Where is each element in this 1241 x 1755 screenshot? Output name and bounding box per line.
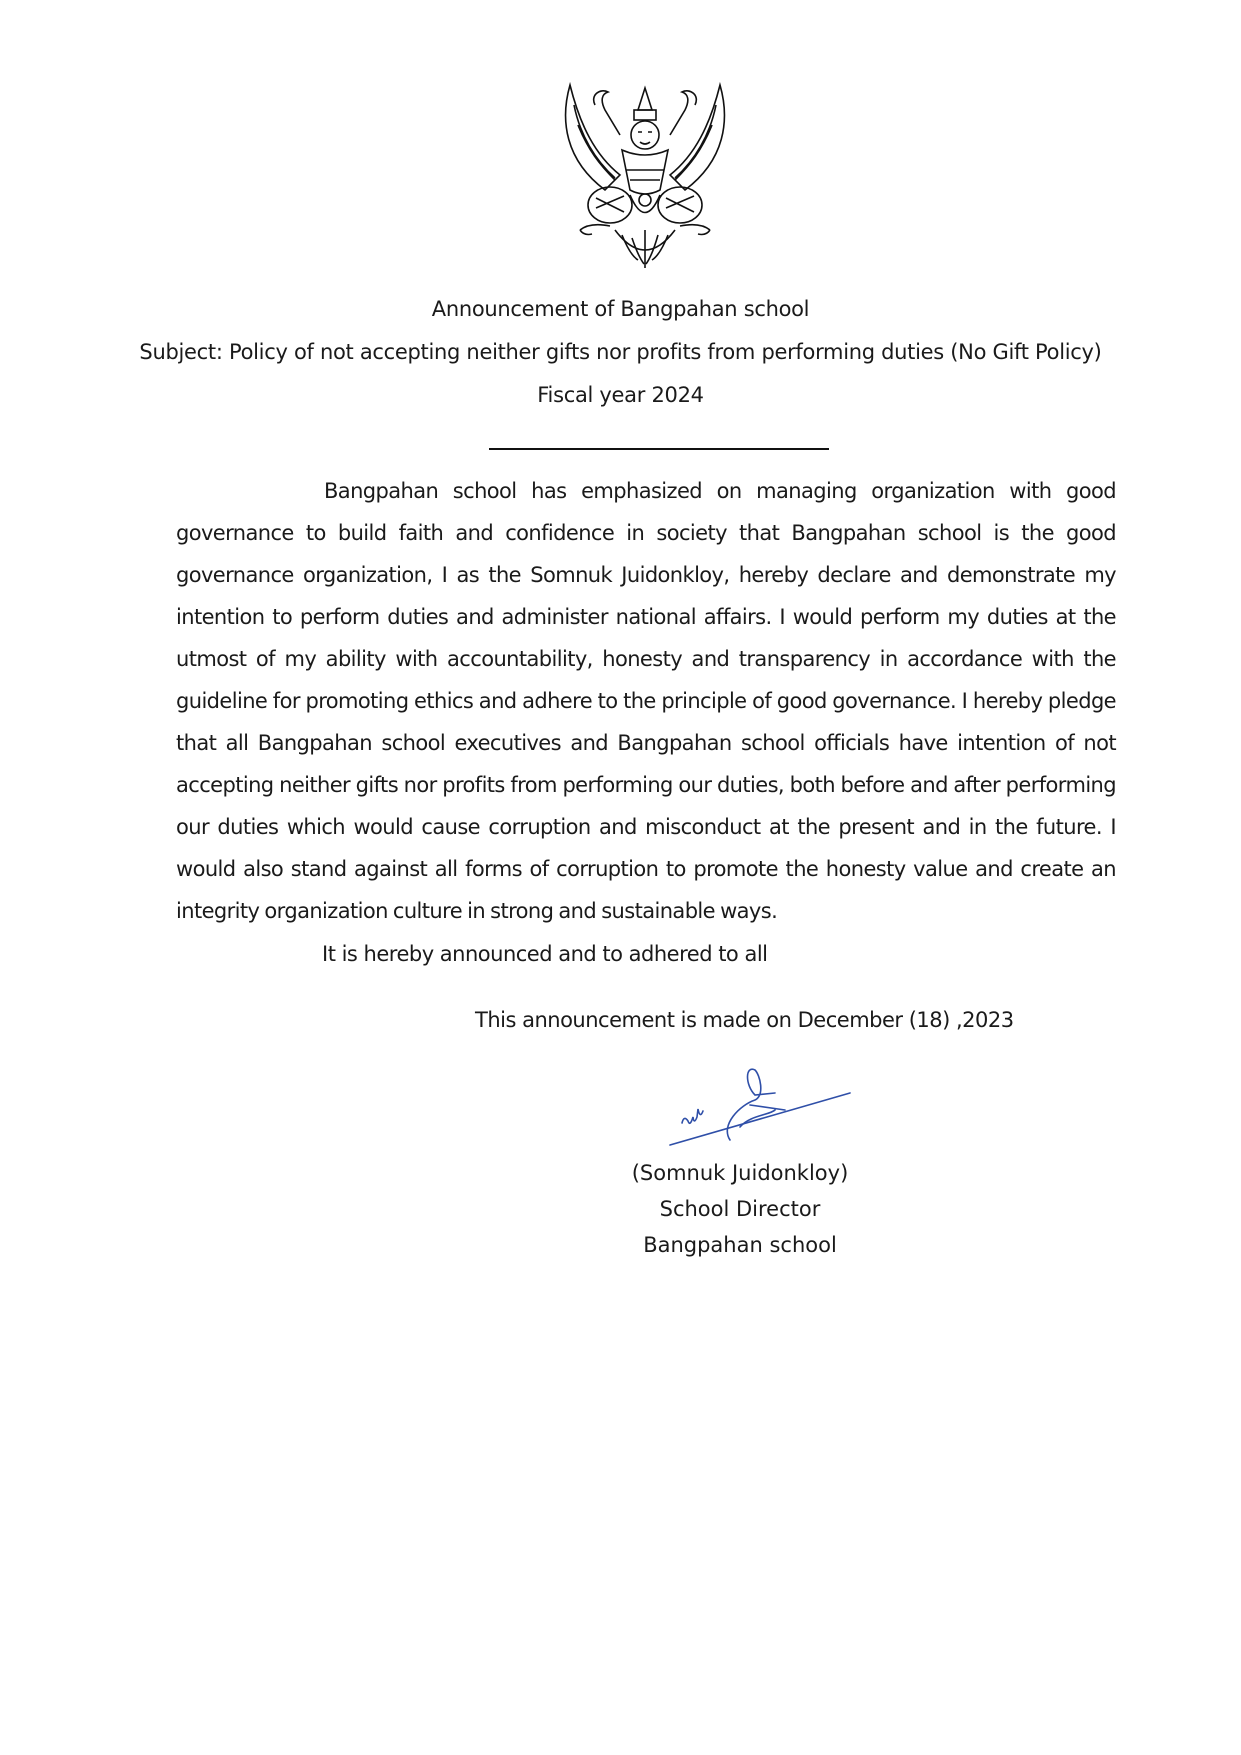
body-line: utmost of my ability with accountability, honesty and transparency in accordance with the [176, 647, 1116, 671]
announcement-body [176, 470, 1116, 932]
closing-statement: It is hereby announced and to adhered to all [322, 942, 768, 966]
announcement-date: This announcement is made on December (18) ,2023 [475, 1008, 1014, 1032]
signature-icon [660, 1065, 860, 1155]
body-line: our duties which would cause corruption and misconduct at the present and in the future. I [176, 815, 1116, 839]
body-line: integrity organization culture in strong and sustainable ways. [176, 899, 778, 923]
fiscal-year: Fiscal year 2024 [537, 383, 704, 407]
signatory-name: (Somnuk Juidonkloy) [631, 1161, 849, 1185]
signatory-position: School Director [659, 1197, 821, 1221]
body-line: governance to build faith and confidence in society that Bangpahan school is the good [176, 521, 1116, 545]
document-subject: Subject: Policy of not accepting neither gifts nor profits from performing duties (No Gift Policy) [139, 340, 1102, 364]
signatory-organization: Bangpahan school [643, 1233, 837, 1257]
body-line: guideline for promoting ethics and adhere to the principle of good governance. I hereby pledge [176, 689, 1116, 713]
signatory-block [600, 1155, 880, 1263]
title-divider [489, 448, 829, 450]
document-title: Announcement of Bangpahan school [431, 297, 810, 321]
body-line: that all Bangpahan school executives and Bangpahan school officials have intention of not [176, 731, 1116, 755]
body-line: governance organization, I as the Somnuk Juidonkloy, hereby declare and demonstrate my [176, 563, 1116, 587]
body-line: Bangpahan school has emphasized on managing organization with good [324, 479, 1116, 503]
body-line: intention to perform duties and administer national affairs. I would perform my duties at the [176, 605, 1116, 629]
body-line: accepting neither gifts nor profits from performing our duties, both before and after performing [176, 773, 1116, 797]
garuda-emblem-icon [560, 80, 730, 270]
body-line: would also stand against all forms of corruption to promote the honesty value and create an [176, 857, 1116, 881]
